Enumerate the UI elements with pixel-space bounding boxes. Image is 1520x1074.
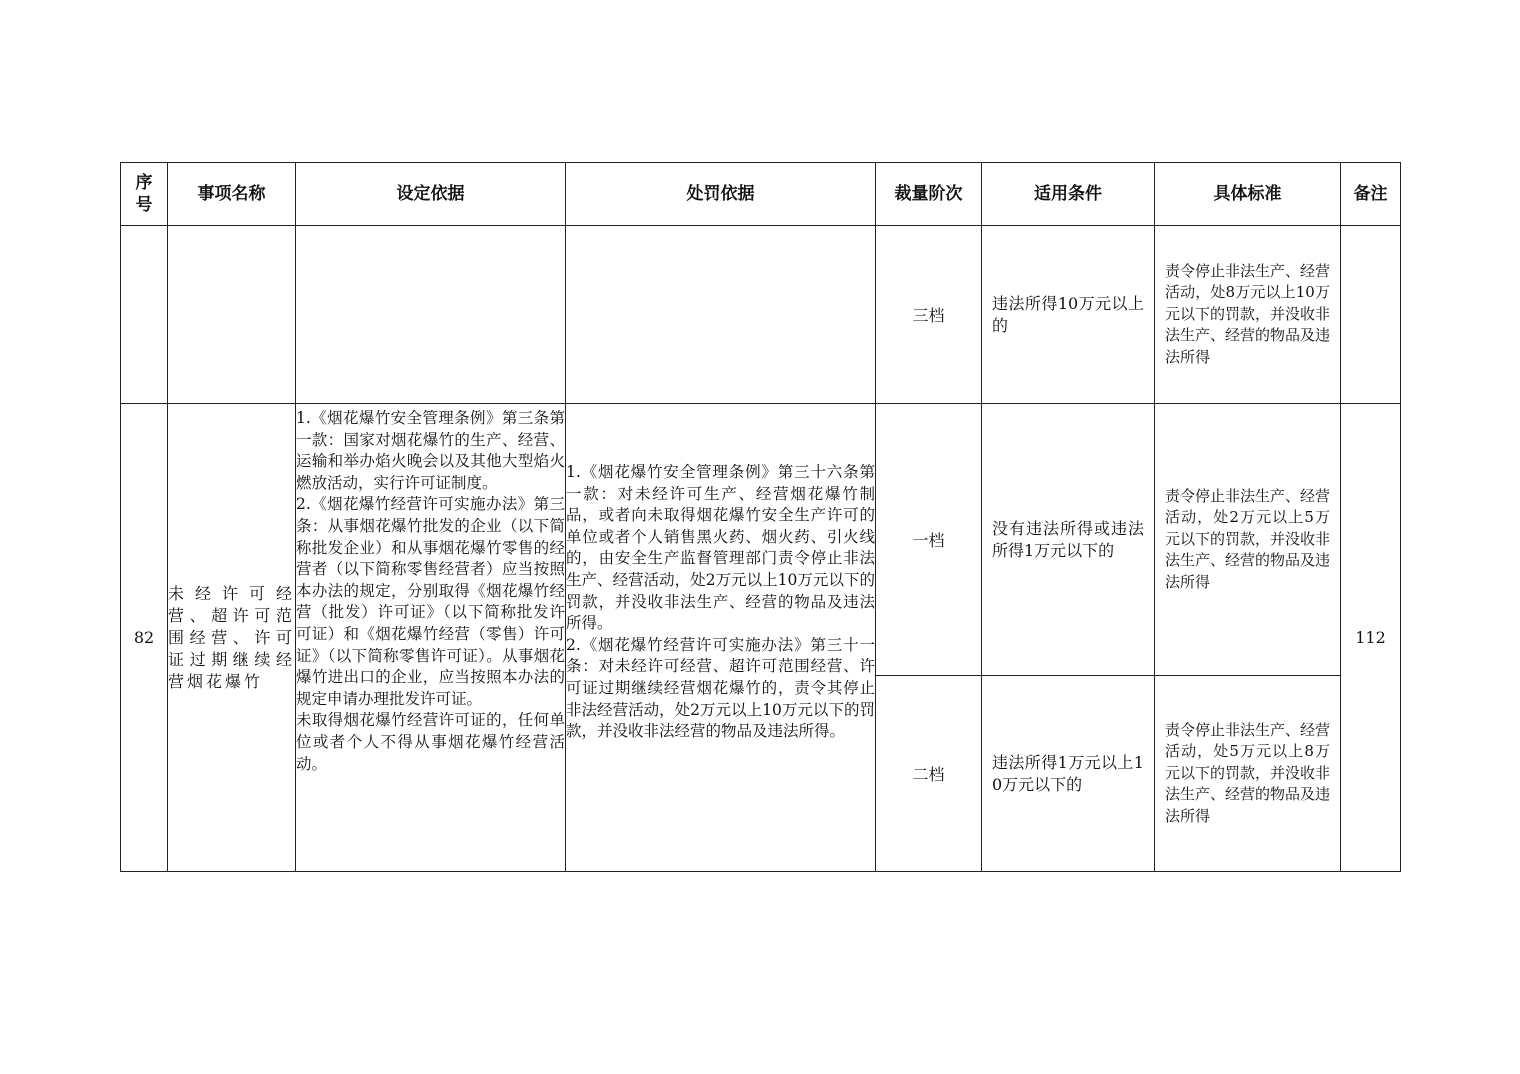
- applicable-condition: 违法所得1万元以上10万元以下的: [982, 676, 1155, 872]
- remark: 112: [1341, 404, 1401, 872]
- empty-cell: [296, 226, 566, 404]
- setting-basis: 1.《烟花爆竹安全管理条例》第三条第一款：国家对烟花爆竹的生产、经营、运输和举办焰火晚会以及其他大型焰火燃放活动，实行许可证制度。 2.《烟花爆竹经营许可实施办法》第三条：从事烟花爆竹批发的企业（以下简称批发企业）和从事烟花爆竹零售的经营者（以下简称零售经营者）应当按照本办法的规定，分别取得《烟花爆竹经营（批发）许可证》（以下简称批发许可证）和《烟花爆竹经营（零售）许可证》（以下简称零售许可证）。从事烟花爆竹进出口的企业，应当按照本办法的规定申请办理批发许可证。 未取得烟花爆竹经营许可证的，任何单位或者个人不得从事烟花爆竹经营活动。: [296, 404, 566, 872]
- discretion-level: 三档: [876, 226, 982, 404]
- specific-standard: 责令停止非法生产、经营活动，处8万元以上10万元以下的罚款，并没收非法生产、经营的物品及违法所得: [1155, 226, 1341, 404]
- table-row: [121, 404, 1401, 676]
- penalty-standards-table: [120, 162, 1401, 872]
- specific-standard: 责令停止非法生产、经营活动，处2万元以上5万元以下的罚款，并没收非法生产、经营的物品及违法所得: [1155, 404, 1341, 676]
- discretion-level: 二档: [876, 676, 982, 872]
- header-specific-standard: 具体标准: [1155, 163, 1341, 226]
- penalty-basis: 1.《烟花爆竹安全管理条例》第三十六条第一款：对未经许可生产、经营烟花爆竹制品，或者向未取得烟花爆竹安全生产许可的单位或者个人销售黑火药、烟火药、引火线的，由安全生产监督管理部门责令停止非法生产、经营活动，处2万元以上10万元以下的罚款，并没收非法生产、经营的物品及违法所得。 2.《烟花爆竹经营许可实施办法》第三十一条：对未经许可经营、超许可范围经营、许可证过期继续经营烟花爆竹的，责令其停止非法经营活动，处2万元以上10万元以下的罚款，并没收非法经营的物品及违法所得。: [566, 404, 876, 872]
- empty-cell: [566, 226, 876, 404]
- empty-cell: [168, 226, 296, 404]
- empty-cell: [1341, 226, 1401, 404]
- discretion-level: 一档: [876, 404, 982, 676]
- empty-cell: [121, 226, 168, 404]
- header-applicable-condition: 适用条件: [982, 163, 1155, 226]
- item-name: 未经许可经营、超许可范围经营、许可证过期继续经营烟花爆竹: [168, 404, 296, 872]
- header-setting-basis: 设定依据: [296, 163, 566, 226]
- specific-standard: 责令停止非法生产、经营活动，处5万元以上8万元以下的罚款，并没收非法生产、经营的物品及违法所得: [1155, 676, 1341, 872]
- header-discretion-level: 裁量阶次: [876, 163, 982, 226]
- row-index: 82: [121, 404, 168, 872]
- header-penalty-basis: 处罚依据: [566, 163, 876, 226]
- header-row: [121, 163, 1401, 226]
- header-index: 序号: [121, 163, 168, 226]
- applicable-condition: 违法所得10万元以上的: [982, 226, 1155, 404]
- header-item-name: 事项名称: [168, 163, 296, 226]
- applicable-condition: 没有违法所得或违法所得1万元以下的: [982, 404, 1155, 676]
- header-remark: 备注: [1341, 163, 1401, 226]
- table-row: [121, 226, 1401, 404]
